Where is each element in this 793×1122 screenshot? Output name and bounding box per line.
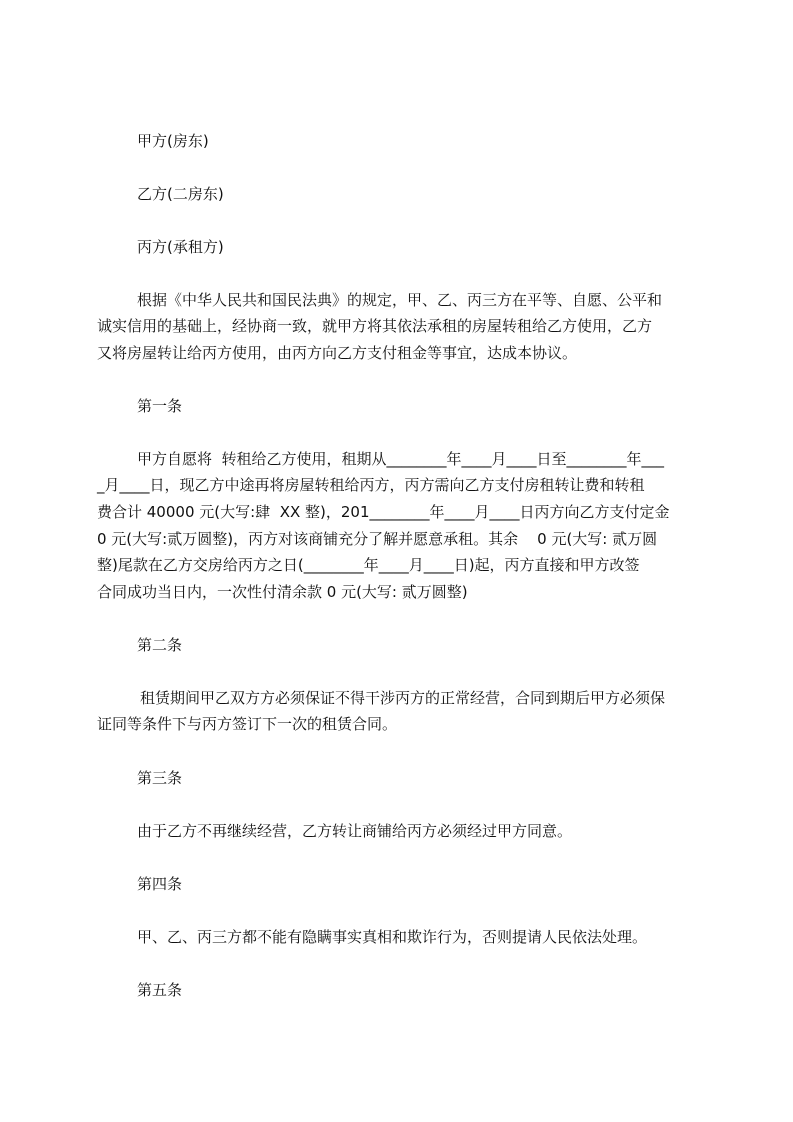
article-2-line: 证同等条件下与丙方签订下一次的租赁合同。 [97,715,398,733]
article-2-line: 租赁期间甲乙双方方必须保证不得干涉丙方的正常经营，合同到期后甲方必须保 [140,689,666,707]
preamble-line: 根据《中华人民共和国民法典》的规定，甲、乙、丙三方在平等、自愿、公平和 [137,291,663,309]
party-c-label: 丙方(承租方) [137,238,224,256]
party-b-label: 乙方(二房东) [137,185,224,203]
party-a-label: 甲方(房东) [137,132,209,150]
article-4-heading: 第四条 [137,875,183,893]
article-4-line: 甲、乙、丙三方都不能有隐瞒事实真相和欺诈行为，否则提请人民依法处理。 [137,928,648,946]
article-1-line: 合同成功当日内，一次性付清余款 0 元(大写: 贰万圆整) [97,583,468,601]
preamble-line: 又将房屋转让给丙方使用，由丙方向乙方支付租金等事宜，达成本协议。 [97,344,578,362]
article-3-heading: 第三条 [137,769,183,787]
article-1-line: 甲方自愿将 转租给乙方使用，租期从________年____月____日至________年___ [137,450,665,468]
article-1-line: 费合计 40000 元(大写:肆 XX 整)，201________年____月____日丙方向乙方支付定金 [97,503,670,521]
article-1-line: _月____日，现乙方中途再将房屋转租给丙方，丙方需向乙方支付房租转让费和转租 [97,476,645,494]
article-2-heading: 第二条 [137,636,183,654]
article-1-line: 整)尾款在乙方交房给丙方之日(________年____月____日)起，丙方直接和甲方改签 [97,556,640,574]
preamble-line: 诚实信用的基础上，经协商一致，就甲方将其依法承租的房屋转租给乙方使用，乙方 [97,317,653,335]
article-5-heading: 第五条 [137,981,183,999]
article-1-heading: 第一条 [137,397,183,415]
article-3-line: 由于乙方不再继续经营，乙方转让商铺给丙方必须经过甲方同意。 [137,822,573,840]
article-1-line: 0 元(大写:贰万圆整)，丙方对该商铺充分了解并愿意承租。其余 0 元(大写: 贰万圆 [97,530,658,548]
